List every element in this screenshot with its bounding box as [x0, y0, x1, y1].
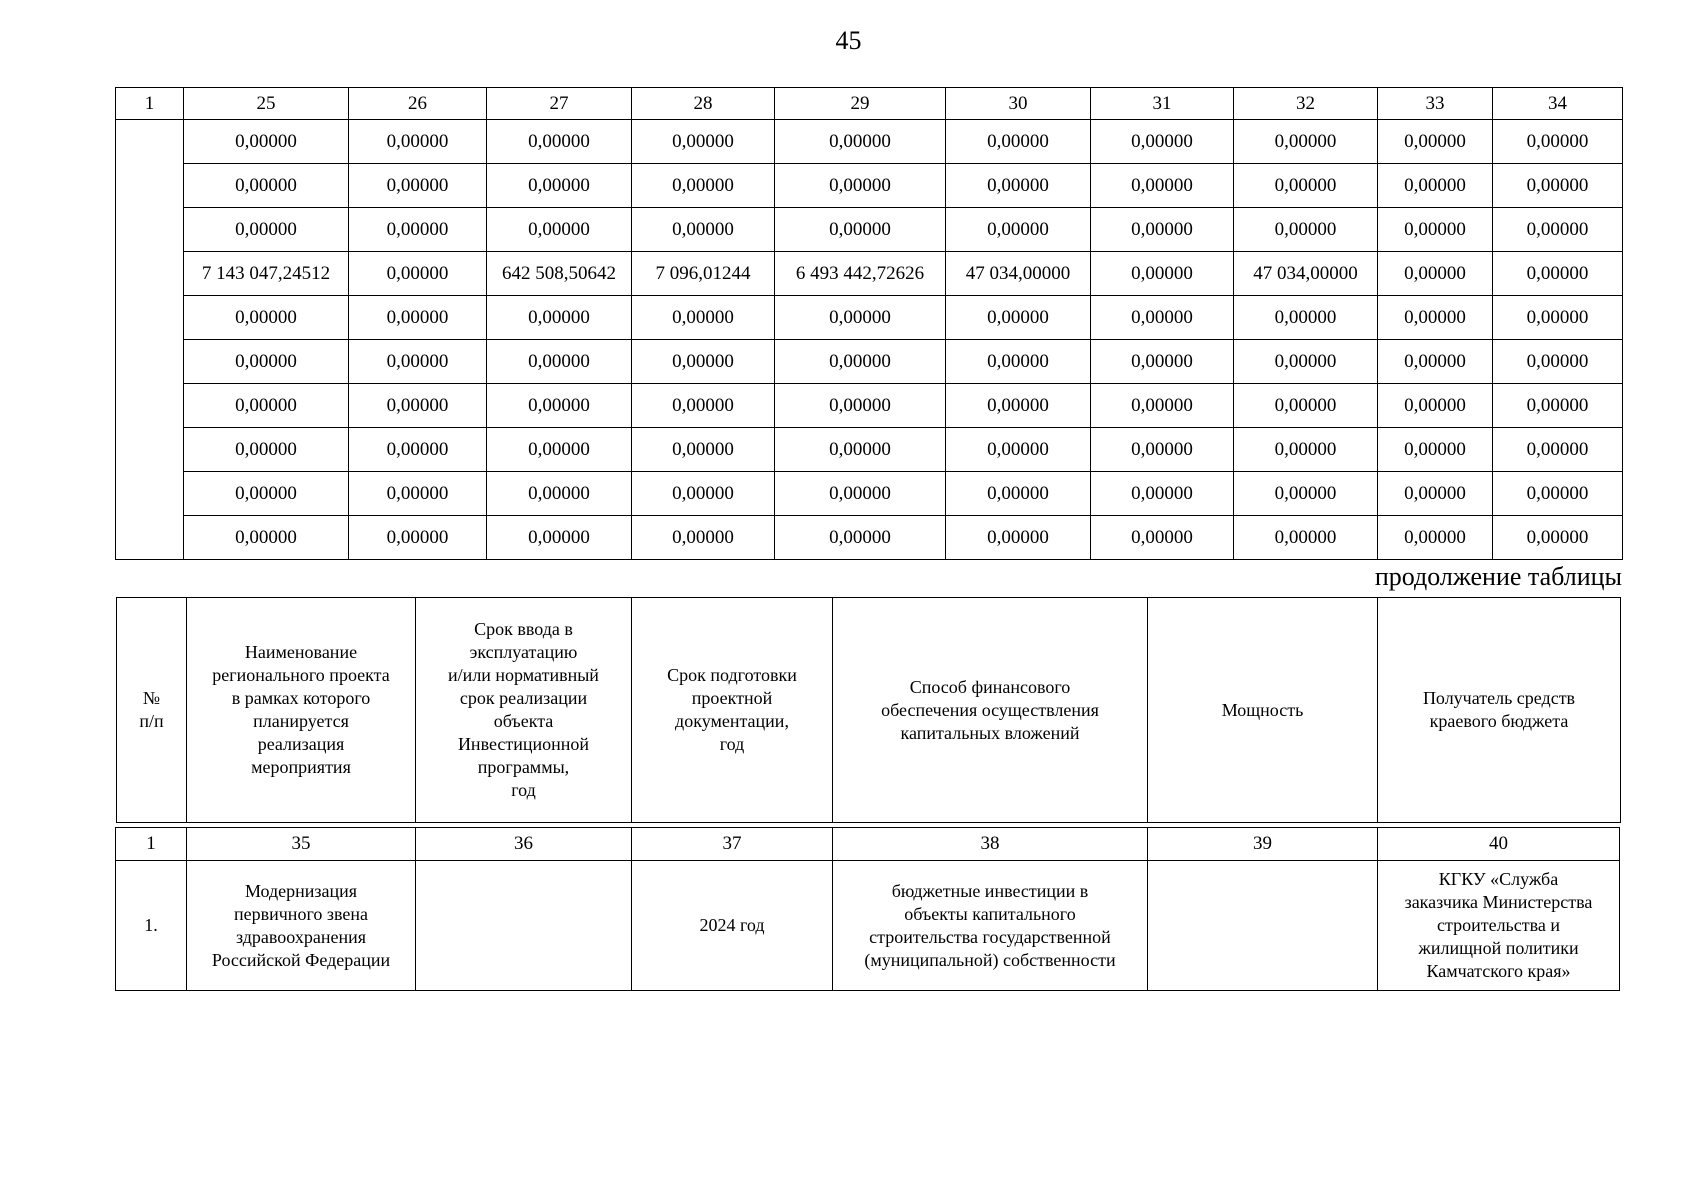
column-title: Срок подготовки проектной документации, год: [632, 598, 833, 823]
column-number: 37: [632, 828, 833, 861]
table-row: [116, 296, 1623, 340]
amount-cell: 0,00000: [184, 516, 349, 560]
amount-cell: 0,00000: [1234, 516, 1378, 560]
amount-cell: 0,00000: [184, 120, 349, 164]
table-row: [116, 384, 1623, 428]
amount-cell: 7 143 047,24512: [184, 252, 349, 296]
amount-cell: 0,00000: [946, 472, 1091, 516]
table-cell: бюджетные инвестиции в объекты капитального строительства государственной (муниципальной) собственности: [833, 861, 1148, 991]
column-number: 25: [184, 88, 349, 120]
amount-cell: 0,00000: [184, 384, 349, 428]
amount-cell: 0,00000: [349, 120, 487, 164]
amount-cell: 0,00000: [946, 428, 1091, 472]
second-table-header: [116, 597, 1621, 823]
amount-cell: 0,00000: [632, 208, 775, 252]
amount-cell: 0,00000: [1378, 164, 1493, 208]
row-index-merged-cell: [116, 120, 184, 560]
amount-cell: 0,00000: [632, 120, 775, 164]
table-cell: Модернизация первичного звена здравоохранения Российской Федерации: [187, 861, 416, 991]
amount-cell: 0,00000: [632, 340, 775, 384]
amount-cell: 0,00000: [1493, 208, 1623, 252]
amount-cell: 0,00000: [1234, 296, 1378, 340]
amount-cell: 0,00000: [1091, 164, 1234, 208]
column-number: 1: [116, 828, 187, 861]
table-row: [116, 472, 1623, 516]
amount-cell: 0,00000: [487, 516, 632, 560]
amount-cell: 0,00000: [946, 340, 1091, 384]
amount-cell: 0,00000: [1493, 120, 1623, 164]
amount-cell: 0,00000: [1493, 384, 1623, 428]
amount-cell: 0,00000: [487, 164, 632, 208]
table-cell: 1.: [116, 861, 187, 991]
amount-cell: 0,00000: [1493, 252, 1623, 296]
amount-cell: 0,00000: [775, 120, 946, 164]
amount-cell: 0,00000: [775, 296, 946, 340]
column-number: 32: [1234, 88, 1378, 120]
column-number: 27: [487, 88, 632, 120]
column-title: Срок ввода в эксплуатацию и/или нормативный срок реализации объекта Инвестиционной программы, год: [416, 598, 632, 823]
amount-cell: 0,00000: [1378, 296, 1493, 340]
amount-cell: 7 096,01244: [632, 252, 775, 296]
amount-cell: 0,00000: [184, 208, 349, 252]
amount-cell: 642 508,50642: [487, 252, 632, 296]
amount-cell: 0,00000: [487, 384, 632, 428]
amount-cell: 0,00000: [946, 384, 1091, 428]
table-cell: [1148, 861, 1378, 991]
amount-cell: 0,00000: [349, 252, 487, 296]
column-number: 30: [946, 88, 1091, 120]
amount-cell: 0,00000: [1091, 252, 1234, 296]
amount-cell: 0,00000: [1091, 384, 1234, 428]
amount-cell: 0,00000: [1234, 208, 1378, 252]
amount-cell: 0,00000: [1234, 340, 1378, 384]
amount-cell: 0,00000: [1493, 164, 1623, 208]
amount-cell: 0,00000: [775, 472, 946, 516]
amount-cell: 0,00000: [775, 164, 946, 208]
amount-cell: 0,00000: [1091, 472, 1234, 516]
amount-cell: 0,00000: [632, 164, 775, 208]
table-row: [116, 516, 1623, 560]
amount-cell: 0,00000: [1493, 428, 1623, 472]
amount-cell: 0,00000: [632, 296, 775, 340]
amount-cell: 0,00000: [184, 472, 349, 516]
column-number-row: [116, 88, 1623, 120]
column-number: 29: [775, 88, 946, 120]
amount-cell: 0,00000: [775, 516, 946, 560]
amount-cell: 0,00000: [632, 516, 775, 560]
amount-cell: 0,00000: [184, 340, 349, 384]
table-row: [116, 340, 1623, 384]
amount-cell: 0,00000: [487, 340, 632, 384]
amount-cell: 0,00000: [1234, 164, 1378, 208]
amount-cell: 0,00000: [487, 428, 632, 472]
amount-cell: 0,00000: [1378, 516, 1493, 560]
amount-cell: 0,00000: [1378, 472, 1493, 516]
column-number: 1: [116, 88, 184, 120]
amount-cell: 0,00000: [1234, 120, 1378, 164]
table-cell: 2024 год: [632, 861, 833, 991]
amount-cell: 0,00000: [1091, 208, 1234, 252]
amount-cell: 0,00000: [349, 208, 487, 252]
amount-cell: 0,00000: [349, 516, 487, 560]
amount-cell: 0,00000: [1378, 252, 1493, 296]
amount-cell: 0,00000: [1091, 120, 1234, 164]
table-row: [116, 120, 1623, 164]
amount-cell: 0,00000: [349, 340, 487, 384]
amount-cell: 6 493 442,72626: [775, 252, 946, 296]
amount-cell: 0,00000: [1493, 516, 1623, 560]
column-number: 34: [1493, 88, 1623, 120]
amount-cell: 0,00000: [184, 428, 349, 472]
column-title: № п/п: [117, 598, 187, 823]
amount-cell: 0,00000: [775, 384, 946, 428]
amount-cell: 0,00000: [1378, 120, 1493, 164]
amount-cell: 0,00000: [349, 472, 487, 516]
table-cell: КГКУ «Служба заказчика Министерства строительства и жилищной политики Камчатского края»: [1378, 861, 1620, 991]
amount-cell: 0,00000: [1378, 208, 1493, 252]
table-row: [116, 164, 1623, 208]
amount-cell: 0,00000: [946, 164, 1091, 208]
amount-cell: 0,00000: [349, 296, 487, 340]
column-number: 35: [187, 828, 416, 861]
amount-cell: 0,00000: [946, 296, 1091, 340]
column-number-row: [116, 828, 1620, 861]
amount-cell: 0,00000: [184, 296, 349, 340]
amount-cell: 0,00000: [1234, 472, 1378, 516]
amount-cell: 0,00000: [946, 208, 1091, 252]
amount-cell: 0,00000: [1378, 428, 1493, 472]
amount-cell: 0,00000: [1234, 428, 1378, 472]
column-number: 31: [1091, 88, 1234, 120]
amount-cell: 0,00000: [487, 296, 632, 340]
amount-cell: 0,00000: [775, 208, 946, 252]
amount-cell: 0,00000: [775, 340, 946, 384]
column-number: 28: [632, 88, 775, 120]
amount-cell: 0,00000: [1091, 296, 1234, 340]
column-number: 38: [833, 828, 1148, 861]
financing-table-continued: [115, 87, 1623, 560]
amount-cell: 0,00000: [487, 120, 632, 164]
amount-cell: 0,00000: [184, 164, 349, 208]
amount-cell: 47 034,00000: [946, 252, 1091, 296]
column-number: 33: [1378, 88, 1493, 120]
second-table-body: [115, 827, 1620, 991]
continuation-label: продолжение таблицы: [1374, 562, 1622, 591]
page-number: 45: [835, 26, 862, 55]
column-title-row: [117, 598, 1621, 823]
table-row: [116, 252, 1623, 296]
amount-cell: 0,00000: [632, 472, 775, 516]
amount-cell: 0,00000: [1091, 516, 1234, 560]
column-title: Мощность: [1148, 598, 1378, 823]
column-title: Наименование регионального проекта в рамках которого планируется реализация мероприятия: [187, 598, 416, 823]
column-title: Способ финансового обеспечения осуществления капитальных вложений: [833, 598, 1148, 823]
amount-cell: 0,00000: [1493, 296, 1623, 340]
amount-cell: 0,00000: [1378, 384, 1493, 428]
column-title: Получатель средств краевого бюджета: [1378, 598, 1621, 823]
amount-cell: 0,00000: [349, 428, 487, 472]
table-cell: [416, 861, 632, 991]
column-number: 39: [1148, 828, 1378, 861]
amount-cell: 47 034,00000: [1234, 252, 1378, 296]
amount-cell: 0,00000: [349, 384, 487, 428]
amount-cell: 0,00000: [1091, 428, 1234, 472]
table-row: [116, 208, 1623, 252]
amount-cell: 0,00000: [775, 428, 946, 472]
column-number: 26: [349, 88, 487, 120]
amount-cell: 0,00000: [1493, 472, 1623, 516]
amount-cell: 0,00000: [632, 384, 775, 428]
amount-cell: 0,00000: [1091, 340, 1234, 384]
amount-cell: 0,00000: [487, 208, 632, 252]
amount-cell: 0,00000: [349, 164, 487, 208]
amount-cell: 0,00000: [1378, 340, 1493, 384]
table-row: [116, 428, 1623, 472]
amount-cell: 0,00000: [1234, 384, 1378, 428]
amount-cell: 0,00000: [946, 516, 1091, 560]
table-row: [116, 861, 1620, 991]
amount-cell: 0,00000: [1493, 340, 1623, 384]
column-number: 36: [416, 828, 632, 861]
amount-cell: 0,00000: [632, 428, 775, 472]
amount-cell: 0,00000: [946, 120, 1091, 164]
column-number: 40: [1378, 828, 1620, 861]
amount-cell: 0,00000: [487, 472, 632, 516]
